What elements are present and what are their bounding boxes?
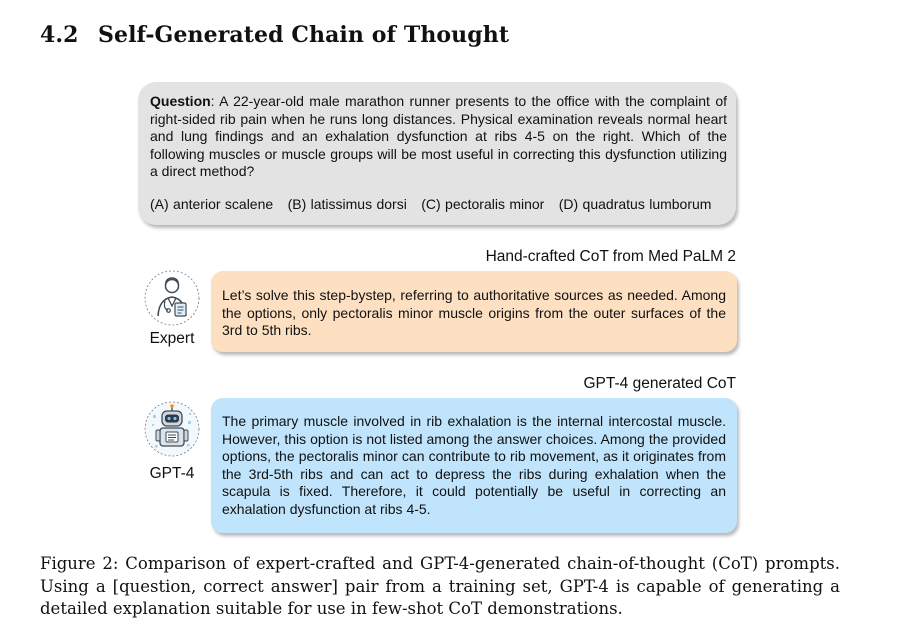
gpt-cot-box [211, 398, 737, 533]
question-box [138, 82, 736, 225]
question-text-block [150, 93, 727, 181]
section-title: Self-Generated Chain of Thought [98, 22, 510, 48]
expert-cot-text: Let’s solve this step-bystep, referring to authoritative sources as needed. Among the options, only pectoralis minor muscle origins from the outer surfaces of the 3rd to 5th ribs. [222, 287, 726, 339]
option-a: (A) anterior scalene [150, 196, 274, 212]
option-c: (C) pectoralis minor [421, 196, 545, 212]
gpt4-label: GPT-4 [149, 465, 195, 482]
robot-icon [144, 401, 200, 457]
gpt-cot-text: The primary muscle involved in rib exhalation is the internal intercostal muscle. However, this option is not listed among the answer choices. Among the provided options, the pectoralis minor can contribute to rib movement, as it originates from the 3rd-5th ribs and can act to depress the ribs during exhalation when the scapula is fixed. Therefore, it could potentially be useful in correcting an exhalation dysfunction at ribs 4-5. [222, 413, 726, 517]
expert-label: Expert [149, 330, 195, 347]
option-b: (B) latissimus dorsi [287, 196, 407, 212]
question-text: : A 22-year-old male marathon runner presents to the office with the complaint of right-sided rib pain when he runs long distances. Physical examination reveals normal heart and lung findings and an exhalation dysfunction at ribs 4-5 on the right. Which of the following muscles or muscle groups will be most useful in correcting this dysfunction utilizing a direct method? [150, 93, 727, 180]
expert-cot-box [211, 271, 737, 352]
question-label: Question [150, 93, 211, 109]
section-heading [40, 22, 509, 48]
expert-cot-heading: Hand-crafted CoT from Med PaLM 2 [485, 248, 736, 265]
doctor-icon [144, 270, 200, 326]
section-number: 4.2 [40, 22, 79, 48]
gpt-cot-heading: GPT-4 generated CoT [583, 375, 736, 392]
answer-options [150, 196, 721, 212]
option-d: (D) quadratus lumborum [558, 196, 712, 212]
figure-caption: Figure 2: Comparison of expert-crafted and GPT-4-generated chain-of-thought (CoT) prompts. Using a [question, correct answer] pair from a training set, GPT-4 is capable of generating a detailed explanation suitable for use in few-shot CoT demonstrations. [40, 554, 840, 619]
